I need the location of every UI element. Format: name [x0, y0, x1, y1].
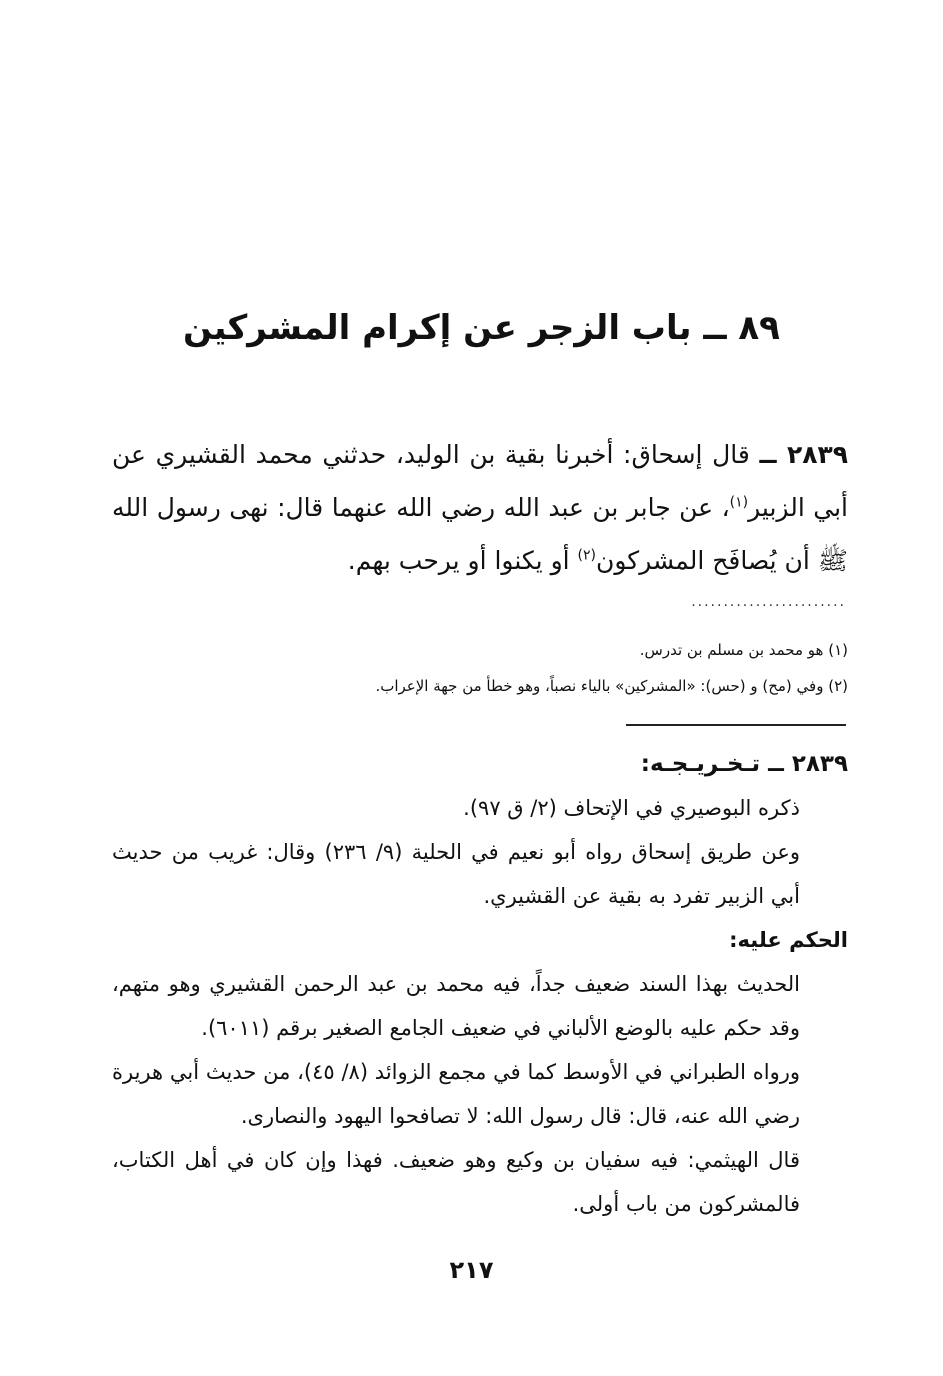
footnote-2: (٢) وفي (مح) و (حس): «المشركين» بالياء نصباً، وهو خطأ من جهة الإعراب.: [375, 677, 848, 695]
hadith-text-part1: قال إسحاق: أخبرنا بقية بن الوليد، حدثني محمد القشيري عن أبي الزبير: [112, 440, 848, 522]
ruling-paragraph-3: قال الهيثمي: فيه سفيان بن وكيع وهو ضعيف. فهذا وإن كان في أهل الكتاب، فالمشركون من باب أولى.: [112, 1148, 800, 1216]
takhrij-paragraph-1: ذكره البوصيري في الإتحاف (٢/ ق ٩٧).: [463, 796, 800, 820]
ruling-heading: الحكم عليه:: [729, 928, 848, 952]
footnotes: [200, 632, 848, 704]
page-number: ٢١٧: [449, 1256, 494, 1284]
hadith-block: [112, 428, 848, 587]
footnote-ref-2: (٢): [577, 547, 597, 564]
takhrij-section: [112, 742, 848, 1226]
footnote-separator-dots: ........................: [691, 594, 846, 610]
ruling-paragraph-2: ورواه الطبراني في الأوسط كما في مجمع الزوائد (٨/ ٤٥)، من حديث أبي هريرة رضي الله عنه، قال: قال رسول الله: لا تصافحوا اليهود والنصارى.: [112, 1060, 800, 1128]
hadith-text: [112, 428, 848, 587]
takhrij-paragraph-2: وعن طريق إسحاق رواه أبو نعيم في الحلية (٩/ ٢٣٦) وقال: غريب من حديث أبي الزبير تفرد به بقية عن القشيري.: [112, 840, 800, 908]
footnote-ref-1: (١): [729, 494, 749, 511]
hadith-number: ٢٨٣٩ ــ: [759, 440, 848, 469]
hadith-text-part2: ، عن جابر بن عبد الله رضي الله عنهما قال: نهى رسول الله ﷺ أن يُصافَح المشركون: [112, 493, 848, 575]
ruling-paragraph-1: الحديث بهذا السند ضعيف جداً، فيه محمد بن عبد الرحمن القشيري وهو متهم، وقد حكم عليه بالوضع الألباني في ضعيف الجامع الصغير برقم (٦٠١١).: [112, 972, 800, 1040]
hadith-text-part3: أو يكنوا أو يرحب بهم.: [347, 546, 578, 575]
footnote-1: (١) هو محمد بن مسلم بن تدرس.: [639, 641, 848, 659]
section-divider: [626, 724, 846, 726]
takhrij-heading: ٢٨٣٩ ــ تـخـريـجـه:: [640, 751, 848, 777]
chapter-title: ٨٩ ــ باب الزجر عن إكرام المشركين: [183, 308, 780, 348]
